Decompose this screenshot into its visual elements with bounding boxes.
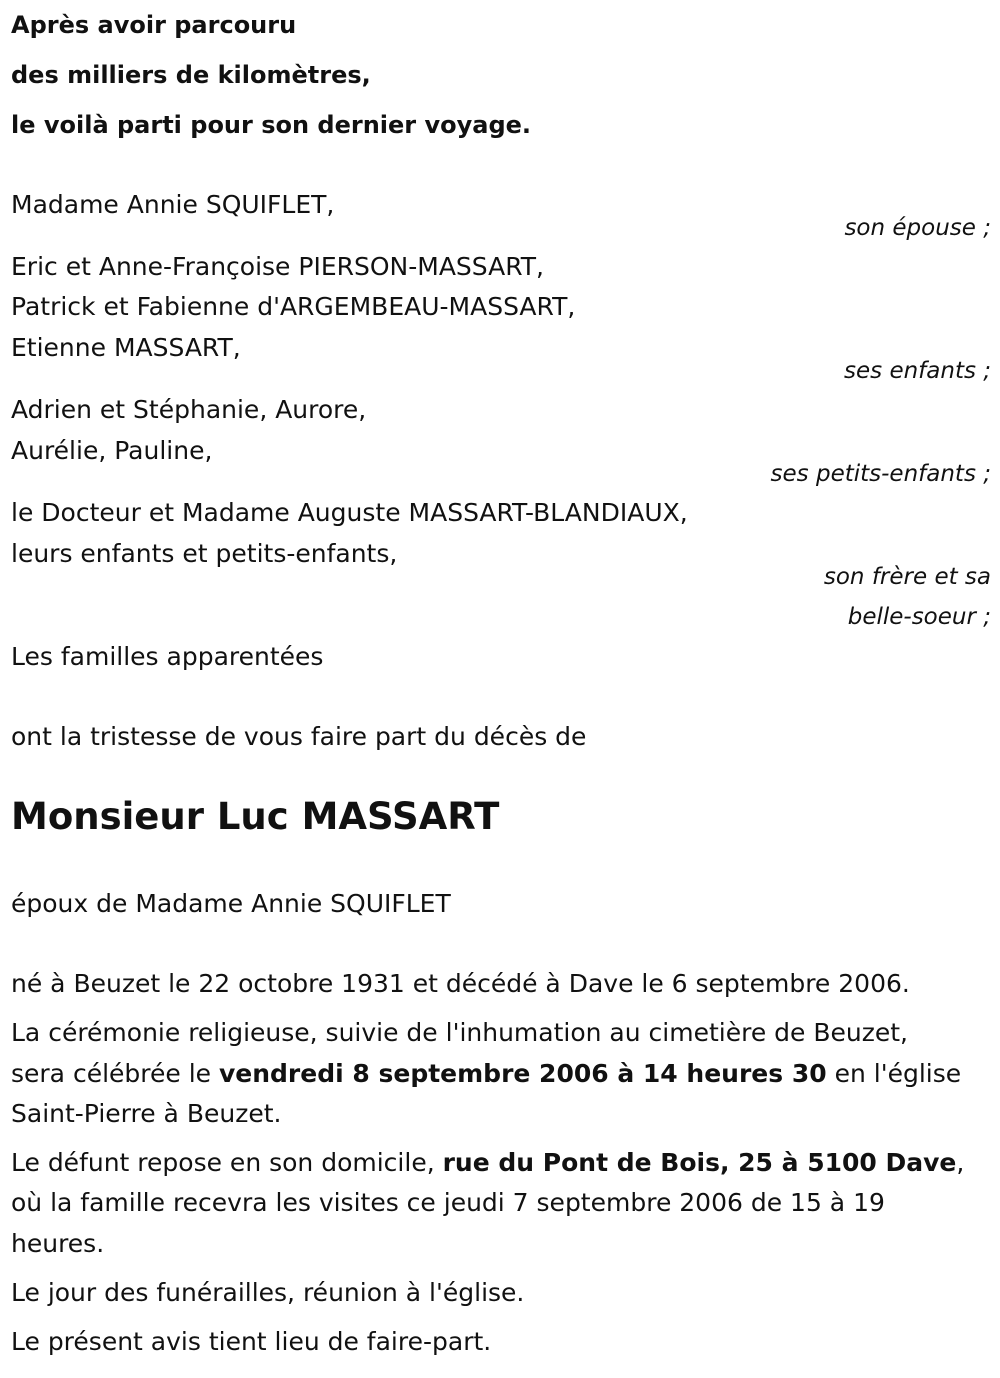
intro-line-2: des milliers de kilomètres, [11, 61, 371, 89]
closing-note: Le présent avis tient lieu de faire-part. [11, 1327, 492, 1356]
ceremony-line-1: La cérémonie religieuse, suivie de l'inhumation au cimetière de Beuzet, [11, 1018, 908, 1047]
child-name: Patrick et Fabienne d'ARGEMBEAU-MASSART, [11, 292, 576, 321]
grandchild-name: Aurélie, Pauline, [11, 436, 213, 465]
repose-line-1 [11, 1148, 964, 1178]
repose-text-pre: Le défunt repose en son domicile, [11, 1148, 443, 1177]
announcement-text: ont la tristesse de vous faire part du décès de [11, 722, 587, 751]
deceased-name: Monsieur Luc MASSART [11, 795, 500, 838]
sibling-name: leurs enfants et petits-enfants, [11, 539, 398, 568]
repose-text-post: , [956, 1148, 965, 1177]
children-role: ses enfants ; [844, 358, 991, 384]
ceremony-datetime: vendredi 8 septembre 2006 à 14 heures 30 [218, 1059, 827, 1088]
deceased-spouse-of: époux de Madame Annie SQUIFLET [11, 889, 451, 918]
related-families: Les familles apparentées [11, 642, 324, 671]
grandchildren-role: ses petits-enfants ; [770, 461, 991, 487]
repose-line-2: où la famille recevra les visites ce jeudi 7 septembre 2006 de 15 à 19 [11, 1188, 885, 1217]
siblings-role-line-2: belle-soeur ; [847, 604, 991, 630]
intro-line-3: le voilà parti pour son dernier voyage. [11, 111, 532, 139]
spouse-name: Madame Annie SQUIFLET, [11, 190, 335, 219]
siblings-role-line-1: son frère et sa [823, 564, 991, 590]
child-name: Eric et Anne-Françoise PIERSON-MASSART, [11, 252, 545, 281]
ceremony-text-pre: sera célébrée le [11, 1059, 219, 1088]
child-name: Etienne MASSART, [11, 333, 241, 362]
funeral-day-info: Le jour des funérailles, réunion à l'église. [11, 1278, 525, 1307]
ceremony-text-post: en l'église [826, 1059, 962, 1088]
repose-line-3: heures. [11, 1229, 105, 1258]
ceremony-line-3: Saint-Pierre à Beuzet. [11, 1099, 282, 1128]
intro-line-1: Après avoir parcouru [11, 11, 297, 39]
ceremony-line-2 [11, 1059, 961, 1089]
birth-death-info: né à Beuzet le 22 octobre 1931 et décédé à Dave le 6 septembre 2006. [11, 969, 910, 998]
sibling-name: le Docteur et Madame Auguste MASSART-BLANDIAUX, [11, 498, 688, 527]
grandchild-name: Adrien et Stéphanie, Aurore, [11, 395, 367, 424]
repose-address: rue du Pont de Bois, 25 à 5100 Dave [442, 1148, 957, 1177]
spouse-role: son épouse ; [844, 215, 991, 241]
